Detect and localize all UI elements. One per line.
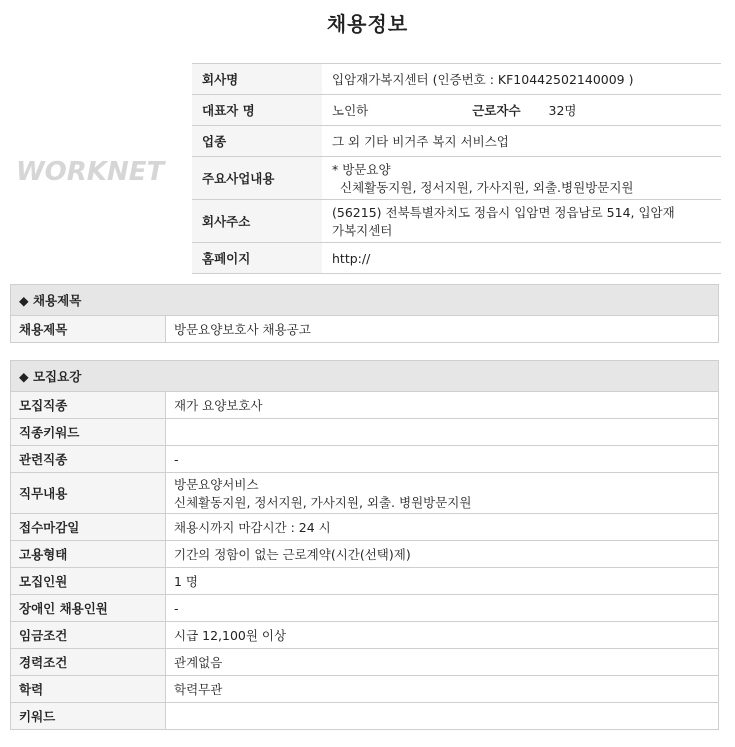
deadline-value: 채용시까지 마감시간 : 24 시 xyxy=(166,514,719,541)
disabled-hire-value: - xyxy=(166,595,719,622)
business-line-1: * 방문요양 xyxy=(332,162,391,177)
address-label: 회사주소 xyxy=(192,200,322,243)
occupation-keyword-value xyxy=(166,419,719,446)
employment-type-value: 기간의 정함이 없는 근로계약(시간(선택)제) xyxy=(166,541,719,568)
table-row xyxy=(11,514,719,541)
occupation-keyword-label: 직종키워드 xyxy=(11,419,166,446)
table-row xyxy=(11,649,719,676)
keyword-label: 키워드 xyxy=(11,703,166,730)
deadline-label: 접수마감일 xyxy=(11,514,166,541)
job-title-section xyxy=(10,284,719,343)
homepage-row xyxy=(192,243,721,274)
education-label: 학력 xyxy=(11,676,166,703)
table-row xyxy=(11,446,719,473)
industry-label: 업종 xyxy=(192,126,322,157)
page-title: 채용정보 xyxy=(326,12,409,36)
company-info-table xyxy=(192,63,721,274)
table-row xyxy=(11,622,719,649)
job-title-value: 방문요양보호사 채용공고 xyxy=(166,316,719,343)
business-label: 주요사업내용 xyxy=(192,157,322,200)
table-row xyxy=(11,392,719,419)
headcount-label: 모집인원 xyxy=(11,568,166,595)
wage-label: 임금조건 xyxy=(11,622,166,649)
company-name-row xyxy=(192,64,721,95)
logo-text: WORKNET xyxy=(16,157,165,187)
recruit-section-header: ◆ 모집요강 xyxy=(11,361,719,392)
business-row xyxy=(192,157,721,200)
address-line-2: 가복지센터 xyxy=(332,223,393,238)
wage-value: 시급 12,100원 이상 xyxy=(166,622,719,649)
address-row xyxy=(192,200,721,243)
experience-value: 관계없음 xyxy=(166,649,719,676)
address-line-1: (56215) 전북특별자치도 정읍시 입암면 정읍남로 514, 입암재 xyxy=(332,205,675,220)
related-occupation-label: 관련직종 xyxy=(11,446,166,473)
occupation-label: 모집직종 xyxy=(11,392,166,419)
headcount-value: 1 명 xyxy=(166,568,719,595)
job-title-section-header: ◆ 채용제목 xyxy=(11,285,719,316)
table-row xyxy=(11,419,719,446)
company-name-label: 회사명 xyxy=(192,64,322,95)
job-duties-line-1: 방문요양서비스 xyxy=(174,477,259,492)
industry-value: 그 외 기타 비거주 복지 서비스업 xyxy=(322,126,721,157)
recruit-section xyxy=(10,360,719,730)
worknet-logo xyxy=(14,150,174,190)
related-occupation-value: - xyxy=(166,446,719,473)
homepage-label: 홈페이지 xyxy=(192,243,322,274)
employment-type-label: 고용형태 xyxy=(11,541,166,568)
table-row xyxy=(11,473,719,514)
table-row xyxy=(11,568,719,595)
job-title-row xyxy=(11,316,719,343)
staff-value: 32명 xyxy=(548,103,577,118)
ceo-row xyxy=(192,95,721,126)
disabled-hire-label: 장애인 채용인원 xyxy=(11,595,166,622)
experience-label: 경력조건 xyxy=(11,649,166,676)
keyword-value xyxy=(166,703,719,730)
job-title-label: 채용제목 xyxy=(11,316,166,343)
company-name-value: 입암재가복지센터 (인증번호 : KF10442502140009 ) xyxy=(322,64,721,95)
table-row xyxy=(11,595,719,622)
table-row xyxy=(11,703,719,730)
ceo-value: 노인하 xyxy=(332,103,369,118)
industry-row xyxy=(192,126,721,157)
staff-label: 근로자수 xyxy=(472,103,521,118)
business-line-2: 신체활동지원, 정서지원, 가사지원, 외출.병원방문지원 xyxy=(340,180,634,195)
table-row xyxy=(11,676,719,703)
homepage-link[interactable]: http:// xyxy=(322,243,721,274)
table-row xyxy=(11,541,719,568)
job-duties-label: 직무내용 xyxy=(11,473,166,514)
job-duties-line-2: 신체활동지원, 정서지원, 가사지원, 외출. 병원방문지원 xyxy=(174,495,472,510)
ceo-label: 대표자 명 xyxy=(192,95,322,126)
education-value: 학력무관 xyxy=(166,676,719,703)
occupation-value: 재가 요양보호사 xyxy=(166,392,719,419)
